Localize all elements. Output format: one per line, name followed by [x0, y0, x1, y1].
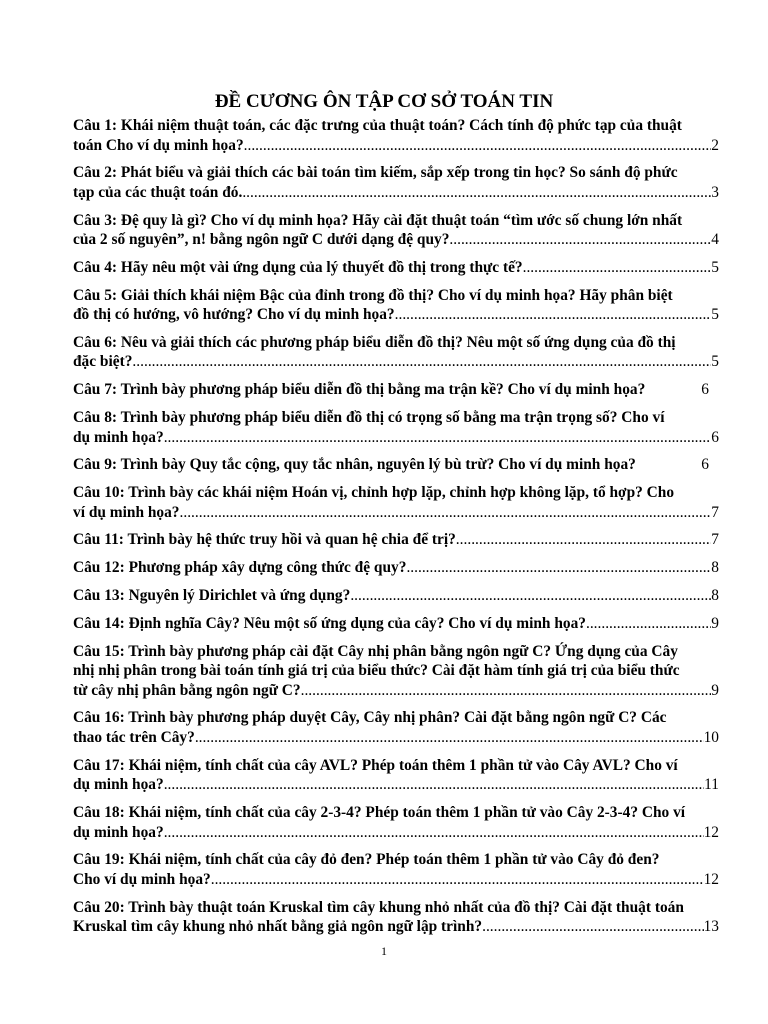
toc-entry[interactable]	[73, 803, 719, 842]
toc-entry[interactable]	[73, 211, 719, 250]
toc-entry-text: Câu 8: Trình bày phương pháp biểu diễn đồ thị có trọng số bằng ma trận trọng số? Cho ví	[73, 409, 665, 427]
toc-page-number: 12	[703, 870, 719, 888]
dot-leader	[164, 823, 704, 843]
toc-page-number: 11	[704, 776, 719, 794]
toc-entry-text: Câu 14: Định nghĩa Cây? Nêu một số ứng dụng của cây? Cho ví dụ minh họa?	[73, 614, 586, 632]
toc-entry-text: Câu 19: Khái niệm, tính chất của cây đỏ đen? Phép toán thêm 1 phần tử vào Cây đỏ đen?	[73, 851, 660, 869]
dot-leader	[406, 558, 711, 578]
toc-entry-text: ví dụ minh họa?	[73, 503, 180, 521]
toc-entry-text: nhị nhị phân trong bài toán tính giá trị của biểu thức? Cài đặt hàm tính giá trị của biểu thức	[73, 662, 680, 680]
dot-leader	[242, 183, 711, 203]
toc-entry-text: Câu 7: Trình bày phương pháp biểu diễn đồ thị bằng ma trận kề? Cho ví dụ minh họa?	[73, 381, 646, 399]
toc-entry-text: từ cây nhị phân bằng ngôn ngữ C?	[73, 681, 301, 699]
toc-entry-text: đặc biệt?	[73, 353, 133, 371]
toc-page-number: 8	[711, 559, 719, 577]
document-title: ĐỀ CƯƠNG ÔN TẬP CƠ SỞ TOÁN TIN	[214, 91, 554, 112]
toc-entry-text: dụ minh họa?	[73, 428, 164, 446]
toc-entry-text: Kruskal tìm cây khung nhỏ nhất bằng giả ngôn ngữ lập trình?	[73, 918, 483, 936]
dot-leader	[586, 614, 711, 634]
toc-entry[interactable]	[73, 163, 719, 202]
toc-entry-text: dụ minh họa?	[73, 776, 164, 794]
toc-page-number: 7	[711, 531, 719, 549]
toc-entry[interactable]	[73, 258, 719, 278]
dot-leader	[482, 917, 704, 937]
toc-page-number: 5	[711, 258, 719, 276]
toc-entry[interactable]	[73, 708, 719, 747]
toc-entry[interactable]	[73, 483, 719, 522]
dot-leader	[195, 728, 704, 748]
toc-entry-text: toán Cho ví dụ minh họa?	[73, 136, 244, 154]
toc-entry[interactable]	[73, 333, 719, 372]
toc-entry-text: của 2 số nguyên”, n! bằng ngôn ngữ C dưới dạng đệ quy?	[73, 231, 450, 249]
toc-page-number: 9	[711, 614, 719, 632]
toc-entry-text: Câu 6: Nêu và giải thích các phương pháp biểu diễn đồ thị? Nêu một số ứng dụng của đồ thị	[73, 333, 676, 351]
dot-leader	[456, 530, 712, 550]
toc-page-number: 6	[701, 456, 709, 474]
toc-entry-text: Câu 3: Đệ quy là gì? Cho ví dụ minh họa? Hãy cài đặt thuật toán “tìm ước số chung lớn nhất	[73, 211, 683, 229]
toc-page-number: 9	[711, 681, 719, 699]
toc-entry-text: đồ thị có hướng, vô hướng? Cho ví dụ minh họa?	[73, 306, 395, 324]
toc-entry[interactable]	[73, 898, 719, 937]
toc-entry[interactable]	[73, 614, 719, 634]
toc-page-number: 8	[711, 587, 719, 605]
toc-entry-text: Cho ví dụ minh họa?	[73, 870, 211, 888]
toc-entry-text: Câu 5: Giải thích khái niệm Bậc của đỉnh trong đồ thị? Cho ví dụ minh họa? Hãy phân biệt	[73, 286, 673, 304]
toc-entry[interactable]	[73, 380, 719, 400]
toc-entry[interactable]	[73, 455, 719, 475]
page-number-footer: 1	[381, 944, 387, 958]
toc-entry-text: dụ minh họa?	[73, 823, 164, 841]
toc-entry-text: Câu 18: Khái niệm, tính chất của cây 2-3-4? Phép toán thêm 1 phần tử vào Cây 2-3-4? Cho ví	[73, 804, 686, 822]
dot-leader	[395, 305, 712, 325]
toc-entry[interactable]	[73, 850, 719, 889]
toc-page-number: 6	[701, 381, 709, 399]
toc-page-number: 7	[711, 503, 719, 521]
toc-entry[interactable]	[73, 286, 719, 325]
toc-entry-text: Câu 2: Phát biểu và giải thích các bài toán tìm kiếm, sắp xếp trong tin học? So sánh độ phức	[73, 164, 678, 182]
toc-entry-text: Câu 1: Khái niệm thuật toán, các đặc trưng của thuật toán? Cách tính độ phức tạp của thuật	[73, 117, 682, 134]
toc-entry-text: Câu 13: Nguyên lý Dirichlet và ứng dụng?	[73, 587, 351, 605]
toc-entry-text: Câu 12: Phương pháp xây dựng công thức đệ quy?	[73, 559, 407, 577]
dot-leader	[244, 136, 712, 156]
dot-leader	[132, 352, 711, 372]
toc-entry[interactable]	[73, 116, 719, 155]
toc-entry-text: Câu 16: Trình bày phương pháp duyệt Cây, Cây nhị phân? Cài đặt bằng ngôn ngữ C? Các	[73, 709, 667, 727]
toc-page-number: 13	[703, 918, 719, 936]
dot-leader	[164, 775, 704, 795]
toc-page-number: 5	[711, 306, 719, 324]
toc-entry-text: Câu 20: Trình bày thuật toán Kruskal tìm cây khung nhỏ nhất của đồ thị? Cài đặt thuật toán	[73, 898, 684, 916]
dot-leader	[523, 258, 712, 278]
dot-leader	[211, 870, 704, 890]
toc-page-number: 6	[711, 428, 719, 446]
toc-entry-text: Câu 9: Trình bày Quy tắc cộng, quy tắc nhân, nguyên lý bù trừ? Cho ví dụ minh họa?	[73, 456, 636, 474]
toc-page-number: 5	[711, 353, 719, 371]
dot-leader	[350, 586, 711, 606]
dot-leader	[449, 230, 711, 250]
toc-entry[interactable]	[73, 408, 719, 447]
toc-entry[interactable]	[73, 530, 719, 550]
toc-page-number: 3	[711, 183, 719, 201]
toc-entry-text: thao tác trên Cây?	[73, 728, 195, 746]
table-of-contents	[73, 116, 719, 945]
toc-entry-text: Câu 4: Hãy nêu một vài ứng dụng của lý thuyết đồ thị trong thực tế?	[73, 258, 523, 276]
dot-leader	[180, 503, 712, 523]
toc-entry-text: Câu 11: Trình bày hệ thức truy hồi và quan hệ chia để trị?	[73, 531, 456, 549]
toc-entry-text: tạp của các thuật toán đó.	[73, 183, 243, 201]
toc-entry[interactable]	[73, 586, 719, 606]
dot-leader	[301, 681, 712, 701]
toc-entry-text: Câu 17: Khái niệm, tính chất của cây AVL? Phép toán thêm 1 phần tử vào Cây AVL? Cho ví	[73, 756, 678, 774]
dot-leader	[164, 428, 712, 448]
toc-entry-text: Câu 10: Trình bày các khái niệm Hoán vị, chỉnh hợp lặp, chỉnh hợp không lặp, tổ hợp? Cho	[73, 484, 675, 502]
toc-page-number: 2	[711, 136, 719, 154]
toc-page-number: 4	[711, 231, 719, 249]
toc-page-number: 12	[703, 823, 719, 841]
toc-entry-text: Câu 15: Trình bày phương pháp cài đặt Cây nhị phân bằng ngôn ngữ C? Ứng dụng của Cây	[73, 642, 678, 660]
toc-page-number: 10	[703, 728, 719, 746]
toc-entry[interactable]	[73, 558, 719, 578]
toc-entry[interactable]	[73, 756, 719, 795]
toc-entry[interactable]	[73, 642, 719, 701]
